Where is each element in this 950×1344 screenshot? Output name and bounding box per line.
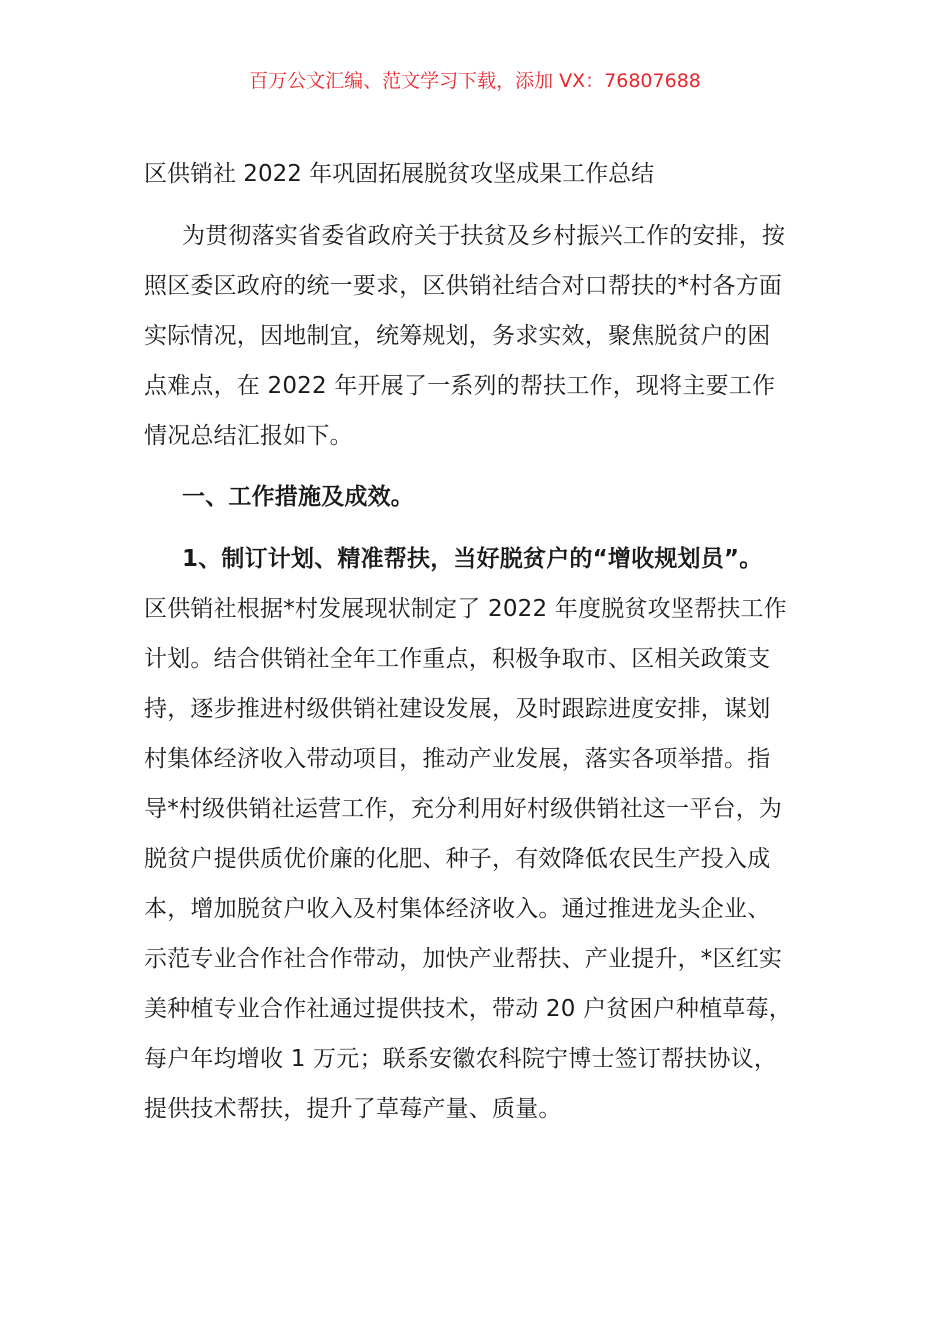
- paragraph-line: 照区委区政府的统一要求，区供销社结合对口帮扶的*村各方面: [144, 273, 783, 299]
- section-heading: [144, 472, 812, 522]
- paragraph-line: 实际情况，因地制宜，统筹规划，务求实效，聚焦脱贫户的困: [144, 323, 771, 349]
- paragraph-line: 为贯彻落实省委省政府关于扶贫及乡村振兴工作的安排，按: [182, 223, 786, 249]
- paragraph-line: 情况总结汇报如下。: [144, 423, 353, 449]
- paragraph-line: 计划。结合供销社全年工作重点，积极争取市、区相关政策支: [144, 646, 771, 672]
- paragraph-line: 持，逐步推进村级供销社建设发展，及时跟踪进度安排，谋划: [144, 696, 771, 722]
- header-watermark: 百万公文汇编、范文学习下载，添加 VX：76807688: [249, 70, 701, 92]
- paragraph-line: 点难点，在 2022 年开展了一系列的帮扶工作，现将主要工作: [144, 373, 776, 399]
- paragraph-line: 本，增加脱贫户收入及村集体经济收入。通过推进龙头企业、: [144, 896, 771, 922]
- paragraph-line: 村集体经济收入带动项目，推动产业发展，落实各项举措。指: [144, 746, 771, 772]
- paragraph-line: 导*村级供销社运营工作，充分利用好村级供销社这一平台，为: [144, 796, 783, 822]
- intro-paragraph: [144, 211, 812, 461]
- paragraph-line: 示范专业合作社合作带动，加快产业帮扶、产业提升，*区红实: [144, 946, 783, 972]
- paragraph-line: 脱贫户提供质优价廉的化肥、种子，有效降低农民生产投入成: [144, 846, 771, 872]
- section-heading-text: 一、工作措施及成效。: [182, 484, 414, 510]
- item-heading: 1、制订计划、精准帮扶，当好脱贫户的“增收规划员”。: [182, 546, 763, 572]
- paragraph-line: 提供技术帮扶，提升了草莓产量、质量。: [144, 1096, 562, 1122]
- paragraph-line: 美种植专业合作社通过提供技术，带动 20 户贫困户种植草莓，: [144, 996, 792, 1022]
- item1-paragraph: [144, 534, 812, 1134]
- document-title: 区供销社 2022 年巩固拓展脱贫攻坚成果工作总结: [144, 161, 655, 187]
- paragraph-line: 每户年均增收 1 万元；联系安徽农科院宁博士签订帮扶协议，: [144, 1046, 778, 1072]
- paragraph-line: 区供销社根据*村发展现状制定了 2022 年度脱贫攻坚帮扶工作: [144, 596, 787, 622]
